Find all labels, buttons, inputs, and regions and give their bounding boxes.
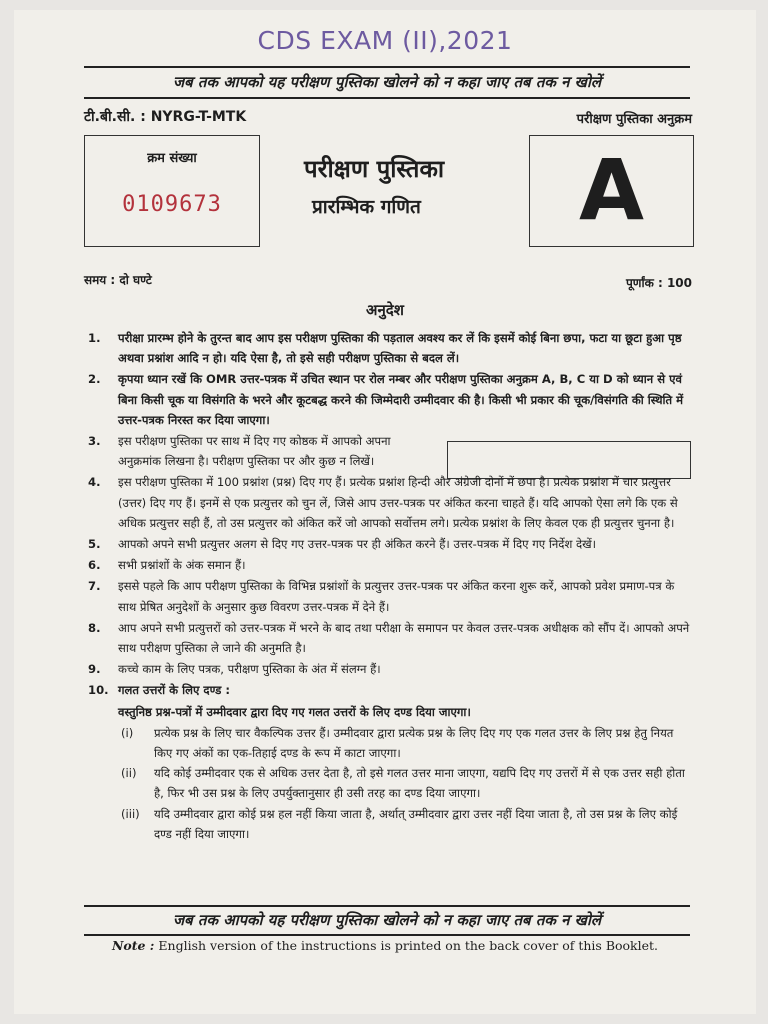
max-marks: पूर्णांक : 100 xyxy=(625,276,692,290)
instruction-item: 4. इस परीक्षण पुस्तिका में 100 प्रश्नांश (प्रश्न) दिए गए हैं। प्रत्येक प्रश्नांश हिन्दी और अंग्रेजी दोनों में छपा है। प्रत्येक प्रश्नांश में चार प्रत्युत्तर (उत्तर) दिए गए हैं। इनमें से एक प्रत्युत्तर को चुन लें, जिसे आप उत्तर-पत्रक पर अंकित करना चाहते हैं। यदि आपको ऐसा लगे कि एक से अधिक प्रत्युत्तर सही हैं, तो उस प्रत्युत्तर को अंकित करें जो आपको सर्वोत्तम लगे। प्रत्येक प्रश्नांश के लिए केवल एक ही प्रत्युत्तर चुनना है। xyxy=(88,475,678,530)
note-label: Note : xyxy=(111,938,155,953)
divider-bottom xyxy=(84,905,690,907)
instruction-item: 6. सभी प्रश्नांशों के अंक समान हैं। xyxy=(88,558,246,573)
instruction-item: 1. परीक्षा प्रारम्भ होने के तुरन्त बाद आप इस परीक्षण पुस्तिका की पड़ताल अवश्य कर लें कि इसमें कोई बिना छपा, फटा या छूटा हुआ पृष्ठ अथवा प्रश्नांश आदि न हो। यदि ऐसा है, तो इसे सही परीक्षण पुस्तिका से बदल लें। xyxy=(88,331,682,366)
serial-number: 0109673 xyxy=(122,192,222,217)
booklet-title: परीक्षण पुस्तिका xyxy=(304,155,445,183)
do-not-open-banner-bottom: जब तक आपको यह परीक्षण पुस्तिका खोलने को न कहा जाए तब तक न खोलें xyxy=(172,911,602,929)
series-letter: A xyxy=(578,141,644,239)
exam-time: समय : दो घण्टे xyxy=(84,273,152,287)
penalty-item: (i) प्रत्येक प्रश्न के लिए चार वैकल्पिक उत्तर हैं। उम्मीदवार द्वारा प्रत्येक प्रश्न के लिए दिए गए एक गलत उत्तर के लिए प्रश्न हेतु नियत किए गए अंकों का एक-तिहाई दण्ड के रूप में काटा जाएगा। xyxy=(121,725,674,761)
divider-top-2 xyxy=(84,97,690,99)
booklet-code: टी.बी.सी. : NYRG-T-MTK xyxy=(84,109,247,125)
exam-stamp: CDS EXAM (II),2021 xyxy=(257,26,513,55)
divider-bottom-2 xyxy=(84,934,690,936)
instruction-item: 10. गलत उत्तरों के लिए दण्ड : xyxy=(88,683,230,698)
instruction-item: 7. इससे पहले कि आप परीक्षण पुस्तिका के विभिन्न प्रश्नांशों के प्रत्युत्तर उत्तर-पत्रक पर अंकित करना शुरू करें, आपको प्रवेश प्रमाण-पत्र के साथ प्रेषित अनुदेशों के अनुसार कुछ विवरण उत्तर-पत्रक में देने हैं। xyxy=(88,579,675,614)
instruction-item: 8. आप अपने सभी प्रत्युत्तरों को उत्तर-पत्रक में भरने के बाद तथा परीक्षा के समापन पर केवल उत्तर-पत्रक अधीक्षक को सौंप दें। आपको अपने साथ परीक्षण पुस्तिका ले जाने की अनुमति है। xyxy=(88,620,690,656)
instructions-heading: अनुदेश xyxy=(366,301,404,319)
english-note xyxy=(14,938,756,953)
instructions-list xyxy=(88,328,692,844)
instruction-item: 3. इस परीक्षण पुस्तिका पर साथ में दिए गए कोष्ठक में आपको अपना अनुक्रमांक लिखना है। परीक्षण पुस्तिका पर और कुछ न लिखें। xyxy=(88,434,391,469)
penalty-item: (iii) यदि उम्मीदवार द्वारा कोई प्रश्न हल नहीं किया जाता है, अर्थात् उम्मीदवार द्वारा उत्तर नहीं दिया जाता है, तो उस प्रश्न के लिए कोई दण्ड नहीं दिया जाएगा। xyxy=(121,806,678,841)
instruction-item: 9. कच्चे काम के लिए पत्रक, परीक्षण पुस्तिका के अंत में संलग्न हैं। xyxy=(88,662,381,677)
series-letter-box xyxy=(529,135,694,247)
do-not-open-banner-top: जब तक आपको यह परीक्षण पुस्तिका खोलने को न कहा जाए तब तक न खोलें xyxy=(172,73,602,91)
penalty-intro: वस्तुनिष्ठ प्रश्न-पत्रों में उम्मीदवार द्वारा दिए गए गलत उत्तरों के लिए दण्ड दिया जाएगा। xyxy=(118,704,471,719)
divider-top xyxy=(84,66,690,68)
exam-booklet-cover xyxy=(14,10,756,1014)
serial-number-box xyxy=(84,135,260,247)
instruction-item: 5. आपको अपने सभी प्रत्युत्तर अलग से दिए गए उत्तर-पत्रक पर ही अंकित करने हैं। उत्तर-पत्रक में दिए गए निर्देश देखें। xyxy=(88,537,597,552)
penalty-item: (ii) यदि कोई उम्मीदवार एक से अधिक उत्तर देता है, तो इसे गलत उत्तर माना जाएगा, यद्यपि दिए गए उत्तरों में से एक उत्तर सही होता है, फिर भी उस प्रश्न के लिए उपर्युक्तानुसार ही उसी तरह का दण्ड दिया जाएगा। xyxy=(121,766,685,801)
note-text: English version of the instructions is printed on the back cover of this Booklet. xyxy=(158,938,659,953)
instruction-item: 2. कृपया ध्यान रखें कि OMR उत्तर-पत्रक में उचित स्थान पर रोल नम्बर और परीक्षण पुस्तिका अनुक्रम A, B, C या D को ध्यान से एवं बिना किसी चूक या विसंगति के भरने और कूटबद्ध करने की जिम्मेदारी उम्मीदवार की है। किसी भी प्रकार की चूक/विसंगति की स्थिति में उत्तर-पत्रक निरस्त कर दिया जाएगा। xyxy=(88,372,684,427)
series-label: परीक्षण पुस्तिका अनुक्रम xyxy=(576,112,692,127)
serial-title: क्रम संख्या xyxy=(147,151,197,166)
subject-title: प्रारम्भिक गणित xyxy=(312,196,421,218)
